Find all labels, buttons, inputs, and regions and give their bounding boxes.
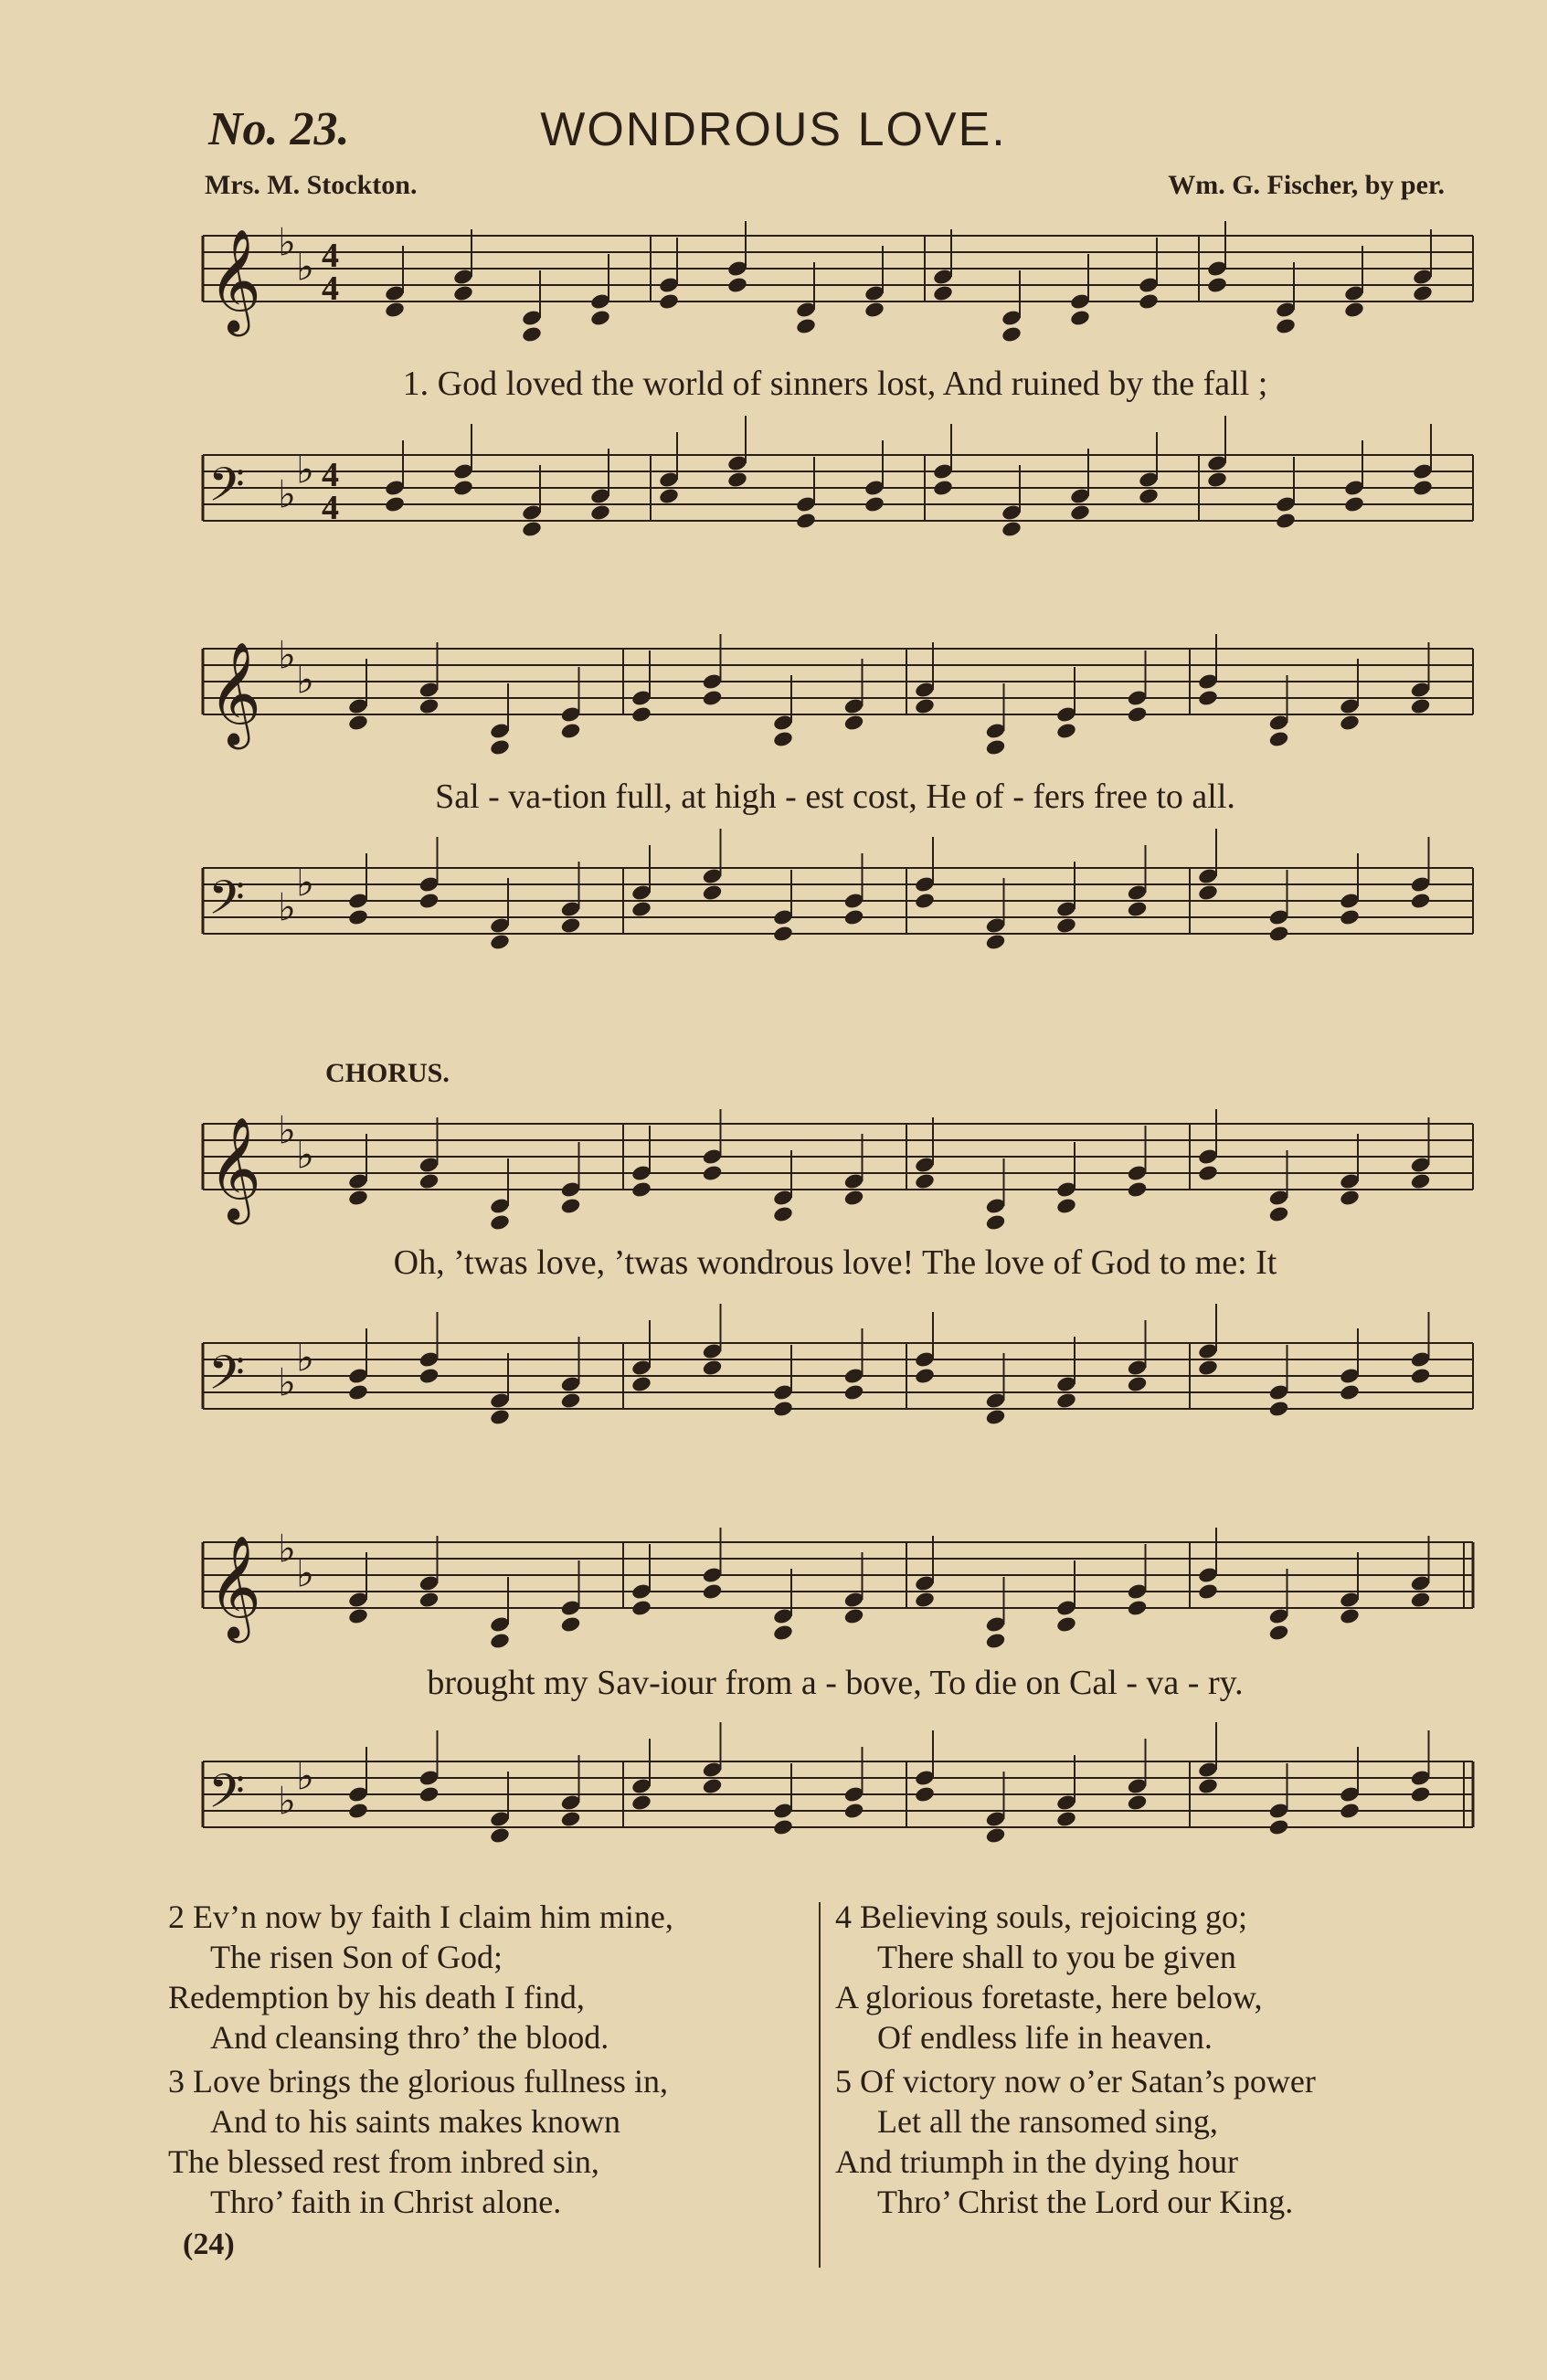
flat-icon: ♭ bbox=[296, 657, 314, 703]
hymn-title: WONDROUS LOVE. bbox=[540, 103, 1007, 156]
music-system-1 bbox=[194, 217, 1477, 574]
verse-line: 4 Believing souls, rejoicing go; bbox=[835, 1899, 1247, 1935]
note-head bbox=[1127, 1375, 1149, 1393]
note-head bbox=[1001, 520, 1023, 538]
verse-line: Thro’ faith in Christ alone. bbox=[210, 2184, 562, 2220]
note-head bbox=[630, 1375, 652, 1393]
note-head bbox=[658, 487, 680, 505]
music-system-4 bbox=[194, 1524, 1477, 1880]
verse-4 bbox=[835, 1897, 1475, 2057]
verse-5 bbox=[835, 2061, 1475, 2222]
verse-line: There shall to you be given bbox=[877, 1939, 1236, 1975]
note-head bbox=[985, 1826, 1007, 1845]
note-head bbox=[1127, 1793, 1149, 1812]
flat-icon: ♭ bbox=[278, 471, 296, 517]
verse-line: 2 Ev’n now by faith I claim him mine, bbox=[168, 1899, 673, 1935]
flat-icon: ♭ bbox=[296, 244, 314, 290]
page-number: (24) bbox=[183, 2227, 235, 2261]
flat-icon: ♭ bbox=[296, 1753, 314, 1799]
verse-2 bbox=[168, 1897, 808, 2057]
staff-bass-4 bbox=[194, 1524, 1477, 1889]
bass-clef-icon: 𝄢 bbox=[208, 1763, 245, 1830]
note-head bbox=[419, 1367, 440, 1385]
note-head bbox=[1410, 892, 1432, 910]
note-head bbox=[1343, 495, 1365, 513]
treble-clef-icon: 𝄞 bbox=[208, 1535, 261, 1639]
note-head bbox=[985, 933, 1007, 951]
note-head bbox=[1412, 479, 1434, 497]
flat-icon: ♭ bbox=[296, 1132, 314, 1178]
flat-icon: ♭ bbox=[296, 1335, 314, 1380]
note-head bbox=[630, 1793, 652, 1812]
note-head bbox=[985, 1408, 1007, 1426]
note-head bbox=[1206, 471, 1228, 489]
time-signature-digit: 4 bbox=[322, 456, 339, 494]
author-credit: Mrs. M. Stockton. bbox=[205, 170, 418, 200]
note-head bbox=[1138, 487, 1160, 505]
verse-line: And cleansing thro’ the blood. bbox=[210, 2019, 609, 2056]
note-head bbox=[589, 503, 611, 522]
note-head bbox=[347, 1383, 369, 1402]
staff-bass-3 bbox=[194, 1105, 1477, 1471]
music-system-3 bbox=[194, 1105, 1477, 1462]
note-head bbox=[419, 892, 440, 910]
time-signature-digit: 4 bbox=[322, 270, 339, 308]
additional-verses bbox=[168, 1897, 1457, 2226]
note-head bbox=[1339, 908, 1361, 926]
note-head bbox=[843, 1802, 865, 1820]
note-head bbox=[772, 1818, 794, 1836]
note-head bbox=[1069, 503, 1091, 522]
verse-line: The risen Son of God; bbox=[210, 1939, 503, 1975]
flat-icon: ♭ bbox=[296, 447, 314, 492]
note-head bbox=[702, 883, 724, 902]
verse-line: Redemption by his death I find, bbox=[168, 1979, 585, 2015]
note-head bbox=[864, 495, 885, 513]
music-system-2 bbox=[194, 630, 1477, 987]
flat-icon: ♭ bbox=[278, 1107, 296, 1153]
verse-3 bbox=[168, 2061, 808, 2222]
verses-column-left bbox=[168, 1897, 808, 2226]
note-head bbox=[1055, 1391, 1077, 1410]
note-head bbox=[419, 1785, 440, 1804]
note-head bbox=[1055, 1810, 1077, 1828]
note-head bbox=[1268, 925, 1290, 943]
note-head bbox=[1410, 1367, 1432, 1385]
lyric-line-3: Oh, ’twas love, ’twas wondrous love! The love of God to me: It bbox=[393, 1243, 1277, 1282]
note-head bbox=[1268, 1818, 1290, 1836]
note-head bbox=[347, 908, 369, 926]
note-head bbox=[795, 512, 817, 530]
treble-clef-icon: 𝄞 bbox=[208, 641, 261, 746]
note-head bbox=[489, 1408, 511, 1426]
verse-line: Let all the ransomed sing, bbox=[877, 2103, 1218, 2140]
flat-icon: ♭ bbox=[278, 1526, 296, 1571]
note-head bbox=[772, 1400, 794, 1418]
note-head bbox=[1197, 1359, 1219, 1377]
note-head bbox=[1127, 900, 1149, 918]
bass-clef-icon: 𝄢 bbox=[208, 870, 245, 936]
note-head bbox=[521, 520, 543, 538]
hymn-number: No. 23. bbox=[208, 103, 350, 155]
treble-clef-icon: 𝄞 bbox=[208, 228, 261, 333]
note-head bbox=[560, 1391, 582, 1410]
bass-clef-icon: 𝄢 bbox=[208, 457, 245, 524]
verse-line: Thro’ Christ the Lord our King. bbox=[877, 2184, 1294, 2220]
verse-line: And triumph in the dying hour bbox=[835, 2143, 1238, 2180]
flat-icon: ♭ bbox=[278, 1778, 296, 1824]
note-head bbox=[1197, 883, 1219, 902]
time-signature-digit: 4 bbox=[322, 237, 339, 275]
note-head bbox=[1268, 1400, 1290, 1418]
verse-line: The blessed rest from inbred sin, bbox=[168, 2143, 599, 2180]
flat-icon: ♭ bbox=[278, 219, 296, 265]
flat-icon: ♭ bbox=[278, 884, 296, 930]
column-divider bbox=[819, 1902, 821, 2268]
verse-line: 5 Of victory now o’er Satan’s power bbox=[835, 2063, 1316, 2100]
note-head bbox=[1339, 1383, 1361, 1402]
note-head bbox=[384, 495, 406, 513]
note-head bbox=[489, 933, 511, 951]
note-head bbox=[1197, 1777, 1219, 1795]
note-head bbox=[843, 908, 865, 926]
note-head bbox=[1275, 512, 1297, 530]
note-head bbox=[914, 892, 936, 910]
note-head bbox=[702, 1777, 724, 1795]
verse-line: And to his saints makes known bbox=[210, 2103, 620, 2140]
note-head bbox=[726, 471, 748, 489]
treble-clef-icon: 𝄞 bbox=[208, 1116, 261, 1221]
note-head bbox=[1410, 1785, 1432, 1804]
flat-icon: ♭ bbox=[278, 1359, 296, 1405]
verse-line: A glorious foretaste, here below, bbox=[835, 1979, 1263, 2015]
bass-clef-icon: 𝄢 bbox=[208, 1345, 245, 1412]
flat-icon: ♭ bbox=[278, 632, 296, 678]
note-head bbox=[560, 1810, 582, 1828]
note-head bbox=[772, 925, 794, 943]
verses-column-right bbox=[835, 1897, 1475, 2226]
lyric-line-2: Sal - va-tion full, at high - est cost, He of - fers free to all. bbox=[435, 777, 1235, 816]
time-signature-digit: 4 bbox=[322, 489, 339, 527]
flat-icon: ♭ bbox=[296, 1550, 314, 1596]
verse-line: 3 Love brings the glorious fullness in, bbox=[168, 2063, 668, 2100]
note-head bbox=[1339, 1802, 1361, 1820]
note-head bbox=[914, 1367, 936, 1385]
note-head bbox=[702, 1359, 724, 1377]
note-head bbox=[1055, 916, 1077, 935]
note-head bbox=[489, 1826, 511, 1845]
note-head bbox=[452, 479, 474, 497]
composer-credit: Wm. G. Fischer, by per. bbox=[1168, 170, 1445, 200]
verse-line: Of endless life in heaven. bbox=[877, 2019, 1213, 2056]
flat-icon: ♭ bbox=[296, 860, 314, 905]
note-head bbox=[347, 1802, 369, 1820]
lyric-line-1: 1. God loved the world of sinners lost, And ruined by the fall ; bbox=[402, 365, 1268, 403]
note-head bbox=[630, 900, 652, 918]
note-head bbox=[843, 1383, 865, 1402]
note-head bbox=[932, 479, 954, 497]
lyric-line-4: brought my Sav-iour from a - bove, To die on Cal - va - ry. bbox=[427, 1664, 1244, 1702]
note-head bbox=[914, 1785, 936, 1804]
chorus-label: CHORUS. bbox=[325, 1058, 450, 1088]
note-head bbox=[560, 916, 582, 935]
